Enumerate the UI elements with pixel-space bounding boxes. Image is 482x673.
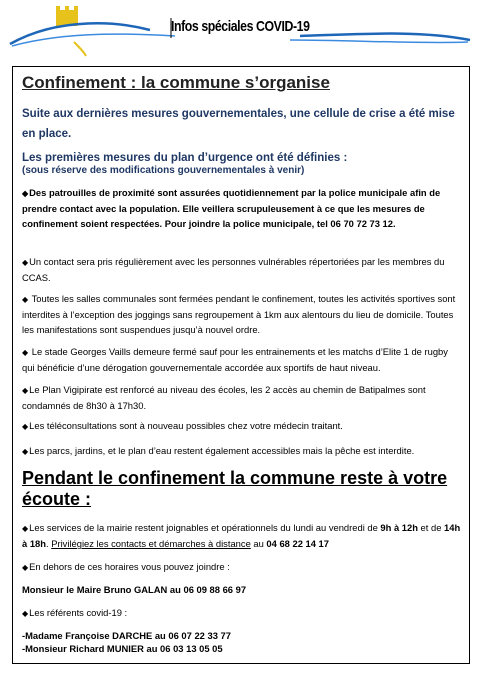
bullet-diamond-icon: ◆ bbox=[22, 609, 29, 618]
section1-subnote: (sous réserve des modifications gouvernementales à venir) bbox=[22, 165, 305, 176]
section1-heading: Confinement : la commune s’organise bbox=[22, 73, 330, 92]
bullet-diamond-icon: ◆ bbox=[22, 189, 29, 198]
referents-label: ◆Les référents covid-19 : bbox=[22, 607, 128, 618]
section1-intro: Suite aux dernières mesures gouvernementales, une cellule de crise a été mise en place. bbox=[22, 108, 455, 140]
bullet-diamond-icon: ◆ bbox=[22, 563, 29, 572]
remote-contact-link[interactable]: Privilégiez les contacts et démarches à distance bbox=[51, 538, 251, 549]
bullet-diamond-icon: ◆ bbox=[22, 524, 29, 533]
bullet-parcs: ◆Les parcs, jardins, et le plan d’eau restent également accessibles mais la pêche est interdite. bbox=[22, 445, 415, 456]
mayor-contact: Monsieur le Maire Bruno GALAN au 06 09 88 66 97 bbox=[22, 584, 247, 595]
section2-heading: Pendant le confinement la commune reste à votre écoute : bbox=[22, 468, 448, 509]
bullet-vigipirate: ◆Le Plan Vigipirate est renforcé au niveau des écoles, les 2 accès au chemin de Batipalmes sont condamnés de 8h30 à 17h30. bbox=[22, 384, 426, 411]
bullet-ccas: ◆Un contact sera pris régulièrement avec les personnes vulnérables répertoriées par les membres du CCAS. bbox=[22, 256, 445, 283]
section1-subheading: Les premières mesures du plan d’urgence ont été définies : bbox=[22, 152, 348, 164]
bullet-diamond-icon: ◆ bbox=[22, 422, 29, 431]
banner-title: Infos spéciales COVID-19 bbox=[171, 18, 310, 35]
bullet-salles: ◆ Toutes les salles communales sont fermées pendant le confinement, toutes les activités sportives sont interdites à l’exception des joggings sans regroupement à 1km aux alentours du lieu de domicile. Toutes les manifestations sont suspendues jusqu’à nouvel ordre. bbox=[22, 293, 456, 335]
bullet-police: ◆Des patrouilles de proximité sont assurées quotidiennement par la police municipale afin de prendre contact avec la population. Elle veillera scrupuleusement à ce que les mesures de confinement soient respectées. Pour joindre la police municipale, tel 06 70 72 73 12. bbox=[22, 187, 441, 229]
town-crest-icon bbox=[56, 6, 78, 26]
referent-2: -Monsieur Richard MUNIER au 06 03 13 05 05 bbox=[22, 643, 223, 654]
bullet-teleconsult: ◆Les téléconsultations sont à nouveau possibles chez votre médecin traitant. bbox=[22, 420, 343, 431]
referent-1: -Madame Françoise DARCHE au 06 07 22 33 77 bbox=[22, 630, 231, 641]
bullet-diamond-icon: ◆ bbox=[22, 295, 29, 304]
bullet-diamond-icon: ◆ bbox=[22, 386, 29, 395]
services-paragraph: ◆Les services de la mairie restent joignables et opérationnels du lundi au vendredi de 9h à 12h et de 14h à 18h. Privilégiez les contacts et démarches à distance au 04 68 22 14 17 bbox=[22, 522, 461, 549]
mairie-phone: 04 68 22 14 17 bbox=[266, 538, 329, 549]
bullet-diamond-icon: ◆ bbox=[22, 348, 29, 357]
bullet-diamond-icon: ◆ bbox=[22, 258, 29, 267]
header-banner bbox=[0, 0, 482, 60]
bullet-diamond-icon: ◆ bbox=[22, 447, 29, 456]
bullet-stade: ◆ Le stade Georges Vaills demeure fermé sauf pour les entrainements et les matchs d’Elite 1 de rugby qui bénéficie d’une dérogation gouvernementale accordée aux sportifs de haut niveau. bbox=[22, 346, 448, 373]
outside-hours: ◆En dehors de ces horaires vous pouvez joindre : bbox=[22, 561, 230, 572]
